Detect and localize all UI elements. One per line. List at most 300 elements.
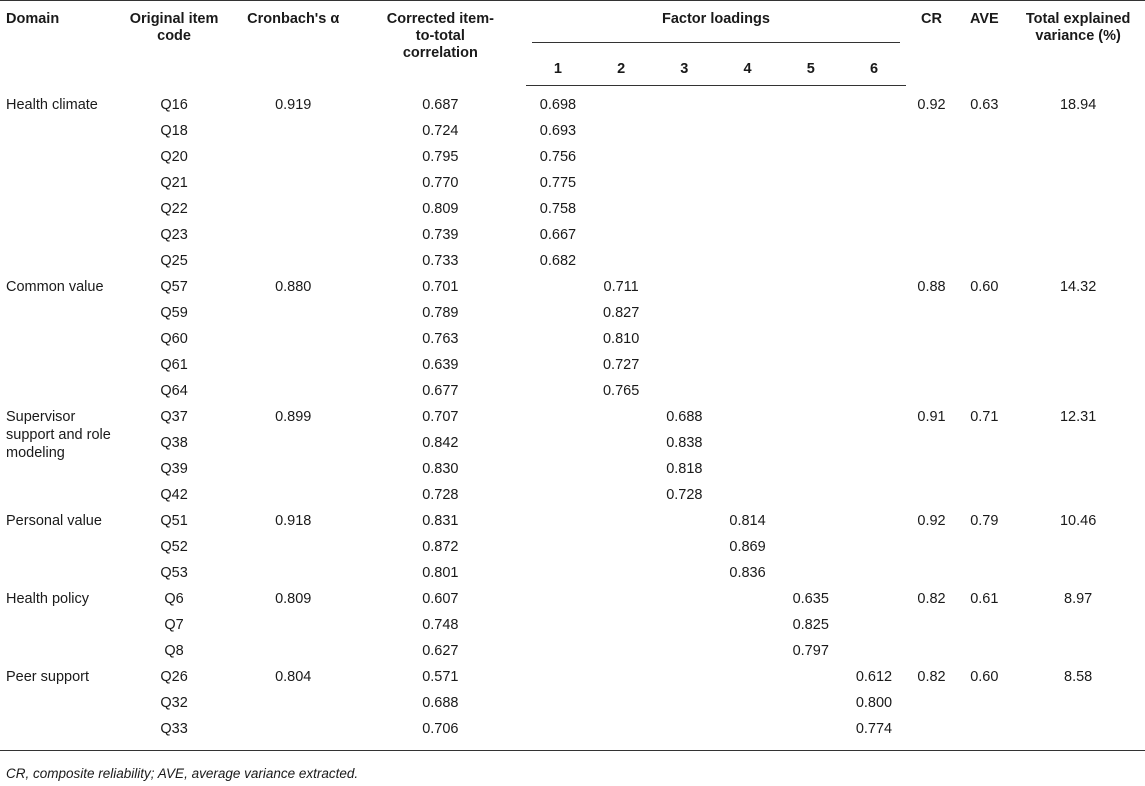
factor-3-loading-cell <box>653 590 716 616</box>
factor-1-loading-cell <box>526 512 589 538</box>
table-row <box>0 720 1145 751</box>
ave-cell <box>957 486 1011 512</box>
factor-6-loading-cell <box>842 408 905 434</box>
header-factor-4: 4 <box>716 49 779 86</box>
table-row <box>0 616 1145 642</box>
cr-cell <box>906 304 958 330</box>
item-code-cell: Q64 <box>160 383 188 399</box>
cronbach-alpha-cell <box>232 252 354 278</box>
factor-5-loading-cell <box>779 86 842 123</box>
cronbach-alpha-cell: 0.899 <box>275 409 312 425</box>
cronbach-alpha-cell <box>232 330 354 356</box>
factor-2-loading-cell <box>590 642 653 668</box>
factor-6-loading-cell: 0.800 <box>855 695 893 711</box>
cronbach-alpha-cell <box>232 356 354 382</box>
cr-cell: 0.88 <box>917 279 946 295</box>
corrected-correlation-cell: 0.728 <box>422 487 459 503</box>
factor-3-loading-cell <box>653 616 716 642</box>
factor-4-loading-cell: 0.869 <box>729 539 766 555</box>
factor-2-loading-cell <box>590 668 653 694</box>
item-code-cell: Q52 <box>160 539 188 555</box>
cr-cell <box>906 564 958 590</box>
factor-1-loading-cell <box>526 408 589 434</box>
factor-6-loading-cell <box>842 616 905 642</box>
ave-cell: 0.60 <box>970 669 999 685</box>
table-row <box>0 148 1145 174</box>
table-row <box>0 564 1145 590</box>
factor-1-loading-cell <box>526 330 589 356</box>
variance-cell: 8.97 <box>1064 591 1093 607</box>
cronbach-alpha-cell: 0.880 <box>275 279 312 295</box>
corrected-correlation-cell: 0.706 <box>354 720 526 751</box>
variance-cell <box>1011 226 1145 252</box>
factor-4-loading-cell <box>716 252 779 278</box>
cronbach-alpha-cell: 0.919 <box>275 96 312 113</box>
cronbach-alpha-cell <box>232 642 354 668</box>
factor-5-loading-cell <box>779 252 842 278</box>
cronbach-alpha-cell: 0.809 <box>275 591 312 607</box>
cronbach-alpha-cell <box>232 148 354 174</box>
cr-cell: 0.91 <box>917 409 946 425</box>
factor-4-loading-cell <box>716 278 779 304</box>
cr-cell: 0.82 <box>917 669 946 685</box>
factor-4-loading-cell <box>716 200 779 226</box>
factor-6-loading-cell <box>842 486 905 512</box>
item-code-cell: Q51 <box>160 513 188 529</box>
factor-2-loading-cell <box>590 616 653 642</box>
table-row <box>0 668 1145 694</box>
variance-cell <box>1011 200 1145 226</box>
ave-cell <box>957 174 1011 200</box>
factor-2-loading-cell: 0.765 <box>602 383 640 399</box>
domain-cell: Common value <box>6 279 104 295</box>
factor-4-loading-cell <box>716 590 779 616</box>
factor-3-loading-cell <box>653 642 716 668</box>
factor-5-loading-cell <box>779 486 842 512</box>
ave-cell <box>957 434 1011 460</box>
variance-cell <box>1011 356 1145 382</box>
factor-3-loading-cell <box>653 356 716 382</box>
factor-4-loading-cell <box>716 356 779 382</box>
factor-5-loading-cell <box>779 226 842 252</box>
factor-3-loading-cell <box>653 226 716 252</box>
header-cr: CR <box>906 1 958 86</box>
item-code-cell: Q33 <box>116 720 232 751</box>
cr-cell: 0.92 <box>917 513 946 529</box>
cronbach-alpha-cell <box>232 304 354 330</box>
factor-5-loading-cell <box>779 564 842 590</box>
table-row <box>0 434 1145 460</box>
factor-5-loading-cell <box>779 174 842 200</box>
factor-6-loading-cell <box>842 512 905 538</box>
domain-cell: Supervisor support and role modeling <box>6 409 111 461</box>
item-code-cell: Q32 <box>160 695 188 711</box>
variance-cell: 8.58 <box>1064 669 1093 685</box>
cronbach-alpha-cell: 0.804 <box>275 669 312 685</box>
ave-cell <box>957 330 1011 356</box>
corrected-correlation-cell: 0.830 <box>422 461 459 477</box>
variance-cell <box>1011 694 1145 720</box>
factor-5-loading-cell <box>779 122 842 148</box>
factor-3-loading-cell: 0.728 <box>666 487 703 503</box>
cronbach-alpha-cell: 0.918 <box>275 513 312 529</box>
cr-cell <box>906 148 958 174</box>
table-row <box>0 460 1145 486</box>
variance-cell: 10.46 <box>1059 513 1097 529</box>
table-row <box>0 174 1145 200</box>
factor-3-loading-cell <box>653 564 716 590</box>
factor-2-loading-cell <box>590 512 653 538</box>
cr-cell <box>906 720 958 751</box>
factor-1-loading-cell <box>526 668 589 694</box>
table-row <box>0 122 1145 148</box>
factor-3-loading-cell <box>653 148 716 174</box>
table-row <box>0 486 1145 512</box>
factor-3-loading-cell <box>653 694 716 720</box>
item-code-cell: Q18 <box>160 123 188 139</box>
cr-cell <box>906 122 958 148</box>
corrected-correlation-cell: 0.701 <box>422 279 459 295</box>
factor-4-loading-cell: 0.814 <box>729 513 766 529</box>
factor-4-loading-cell <box>716 486 779 512</box>
factor-3-loading-cell <box>653 330 716 356</box>
factor-1-loading-cell <box>526 434 589 460</box>
header-factor-3: 3 <box>653 49 716 86</box>
factor-2-loading-cell <box>590 200 653 226</box>
cronbach-alpha-cell <box>232 200 354 226</box>
factor-4-loading-cell <box>716 86 779 123</box>
factor-1-loading-cell <box>526 460 589 486</box>
cronbach-alpha-cell <box>232 434 354 460</box>
header-factor-1: 1 <box>526 49 589 86</box>
ave-cell <box>957 252 1011 278</box>
factor-6-loading-cell <box>842 122 905 148</box>
item-code-cell: Q16 <box>160 96 188 113</box>
cronbach-alpha-cell <box>232 694 354 720</box>
factor-3-loading-cell <box>653 512 716 538</box>
cr-cell <box>906 382 958 408</box>
corrected-correlation-cell: 0.763 <box>422 331 459 347</box>
variance-cell: 18.94 <box>1059 96 1097 113</box>
factor-6-loading-cell <box>842 330 905 356</box>
factor-6-loading-cell <box>842 304 905 330</box>
factor-6-loading-cell <box>842 356 905 382</box>
factor-2-loading-cell <box>590 86 653 123</box>
factor-2-loading-cell: 0.827 <box>602 305 640 321</box>
factor-4-loading-cell <box>716 720 779 751</box>
factor-3-loading-cell <box>653 122 716 148</box>
cr-cell <box>906 642 958 668</box>
ave-cell: 0.63 <box>970 96 999 113</box>
table-row <box>0 382 1145 408</box>
corrected-correlation-cell: 0.831 <box>422 513 459 529</box>
ave-cell <box>957 226 1011 252</box>
header-row <box>0 1 1145 50</box>
cronbach-alpha-cell <box>232 382 354 408</box>
factor-6-loading-cell <box>842 642 905 668</box>
item-code-cell: Q23 <box>160 227 188 243</box>
corrected-correlation-cell: 0.770 <box>422 175 459 191</box>
factor-1-loading-cell: 0.698 <box>539 97 577 113</box>
factor-5-loading-cell <box>779 330 842 356</box>
factor-5-loading-cell <box>779 668 842 694</box>
factor-5-loading-cell <box>779 694 842 720</box>
factor-2-loading-cell <box>590 486 653 512</box>
factor-2-loading-cell <box>590 460 653 486</box>
corrected-correlation-cell: 0.872 <box>422 539 459 555</box>
variance-cell <box>1011 304 1145 330</box>
item-code-cell: Q22 <box>160 201 188 217</box>
factor-6-loading-cell <box>842 564 905 590</box>
cronbach-alpha-cell <box>232 486 354 512</box>
ave-cell <box>957 642 1011 668</box>
item-code-cell: Q57 <box>160 279 188 295</box>
factor-5-loading-cell <box>779 278 842 304</box>
corrected-correlation-cell: 0.627 <box>422 643 459 659</box>
item-code-cell: Q7 <box>164 617 184 633</box>
header-factor-6: 6 <box>842 49 905 86</box>
item-code-cell: Q53 <box>160 565 188 581</box>
ave-cell <box>957 148 1011 174</box>
ave-cell: 0.61 <box>970 591 999 607</box>
cr-cell <box>906 200 958 226</box>
item-code-cell: Q37 <box>160 409 188 425</box>
factor-1-loading-cell: 0.667 <box>539 227 577 243</box>
header-corrected-correlation: Corrected item-to-total correlation <box>354 1 526 86</box>
variance-cell <box>1011 434 1145 460</box>
factor-1-loading-cell <box>526 564 589 590</box>
factor-5-loading-cell <box>779 512 842 538</box>
factor-1-loading-cell <box>526 278 589 304</box>
factor-1-loading-cell: 0.682 <box>539 253 577 269</box>
factor-2-loading-cell <box>590 564 653 590</box>
factor-6-loading-cell: 0.612 <box>855 669 893 685</box>
variance-cell <box>1011 460 1145 486</box>
cr-cell <box>906 330 958 356</box>
table-row <box>0 538 1145 564</box>
cronbach-alpha-cell <box>232 538 354 564</box>
cronbach-alpha-cell <box>232 720 354 751</box>
ave-cell <box>957 200 1011 226</box>
factor-3-loading-cell <box>653 382 716 408</box>
table-row <box>0 278 1145 304</box>
ave-cell <box>957 538 1011 564</box>
corrected-correlation-cell: 0.739 <box>422 227 459 243</box>
corrected-correlation-cell: 0.707 <box>422 409 459 425</box>
factor-4-loading-cell <box>716 122 779 148</box>
ave-cell <box>957 304 1011 330</box>
factor-1-loading-cell: 0.756 <box>539 149 577 165</box>
factor-4-loading-cell <box>716 668 779 694</box>
factor-4-loading-cell <box>716 382 779 408</box>
corrected-correlation-cell: 0.809 <box>422 201 459 217</box>
factor-5-loading-cell <box>779 460 842 486</box>
corrected-correlation-cell: 0.607 <box>422 591 459 607</box>
variance-cell <box>1011 642 1145 668</box>
factor-3-loading-cell <box>653 174 716 200</box>
cr-cell <box>906 226 958 252</box>
cronbach-alpha-cell <box>232 616 354 642</box>
item-code-cell: Q6 <box>164 591 184 607</box>
factor-2-loading-cell <box>590 408 653 434</box>
table-row <box>0 86 1145 123</box>
factor-3-loading-cell <box>653 720 716 751</box>
factor-4-loading-cell <box>716 434 779 460</box>
factor-4-loading-cell <box>716 174 779 200</box>
factor-4-loading-cell: 0.836 <box>729 565 766 581</box>
variance-cell <box>1011 330 1145 356</box>
factor-2-loading-cell <box>590 538 653 564</box>
factor-2-loading-cell <box>590 694 653 720</box>
table-row <box>0 642 1145 668</box>
header-variance: Total explained variance (%) <box>1011 1 1145 86</box>
cr-cell <box>906 538 958 564</box>
factor-2-loading-cell <box>590 434 653 460</box>
corrected-correlation-cell: 0.724 <box>422 123 459 139</box>
factor-3-loading-cell: 0.838 <box>666 435 703 451</box>
factor-2-loading-cell <box>590 590 653 616</box>
corrected-correlation-cell: 0.801 <box>422 565 459 581</box>
factor-4-loading-cell <box>716 694 779 720</box>
cronbach-alpha-cell <box>232 226 354 252</box>
factor-3-loading-cell <box>653 200 716 226</box>
factor-3-loading-cell <box>653 86 716 123</box>
factor-3-loading-cell: 0.688 <box>666 409 703 425</box>
factor-6-loading-cell <box>842 382 905 408</box>
factor-5-loading-cell <box>779 720 842 751</box>
cr-cell <box>906 252 958 278</box>
factor-6-loading-cell <box>842 538 905 564</box>
factor-loadings-label: Factor loadings <box>661 11 770 27</box>
factor-5-loading-cell <box>779 304 842 330</box>
factor-5-loading-cell <box>779 434 842 460</box>
corrected-correlation-cell: 0.677 <box>422 383 459 399</box>
factor-1-loading-cell <box>526 616 589 642</box>
item-code-cell: Q25 <box>160 253 188 269</box>
factor-1-loading-cell: 0.693 <box>539 123 577 139</box>
header-factor-5: 5 <box>779 49 842 86</box>
factor-5-loading-cell <box>779 148 842 174</box>
factor-6-loading-cell <box>842 278 905 304</box>
factor-3-loading-cell <box>653 538 716 564</box>
factor-4-loading-cell <box>716 226 779 252</box>
cr-cell <box>906 356 958 382</box>
corrected-correlation-cell: 0.789 <box>422 305 459 321</box>
table-row <box>0 694 1145 720</box>
variance-cell: 14.32 <box>1059 279 1097 295</box>
item-code-cell: Q38 <box>160 435 188 451</box>
factor-6-loading-cell <box>842 590 905 616</box>
factor-3-loading-cell <box>653 278 716 304</box>
factor-5-loading-cell: 0.797 <box>792 643 829 659</box>
factor-2-loading-cell <box>590 174 653 200</box>
factor-6-loading-cell <box>842 174 905 200</box>
ave-cell <box>957 694 1011 720</box>
ave-cell <box>957 616 1011 642</box>
item-code-cell: Q61 <box>160 357 188 373</box>
ave-cell: 0.71 <box>970 409 999 425</box>
factor-6-loading-cell <box>842 226 905 252</box>
domain-cell: Peer support <box>0 668 116 751</box>
factor-4-loading-cell <box>716 460 779 486</box>
ave-cell <box>957 122 1011 148</box>
ave-cell <box>957 382 1011 408</box>
item-code-cell: Q59 <box>160 305 188 321</box>
factor-2-loading-cell <box>590 226 653 252</box>
factor-2-loading-cell: 0.810 <box>602 331 640 347</box>
cronbach-alpha-cell <box>232 564 354 590</box>
header-factor-2: 2 <box>590 49 653 86</box>
domain-cell: Personal value <box>6 513 102 529</box>
variance-cell <box>1011 148 1145 174</box>
factor-5-loading-cell <box>779 356 842 382</box>
factor-4-loading-cell <box>716 408 779 434</box>
ave-cell <box>957 356 1011 382</box>
cr-cell <box>906 694 958 720</box>
factor-2-loading-cell: 0.727 <box>602 357 640 373</box>
table-footnote: CR, composite reliability; AVE, average variance extracted. <box>6 766 359 781</box>
factor-4-loading-cell <box>716 642 779 668</box>
variance-cell <box>1011 486 1145 512</box>
factor-5-loading-cell <box>779 200 842 226</box>
factor-1-loading-cell <box>526 356 589 382</box>
corrected-correlation-cell: 0.748 <box>422 617 459 633</box>
table-row <box>0 200 1145 226</box>
factor-4-loading-cell <box>716 616 779 642</box>
cr-cell <box>906 460 958 486</box>
ave-cell <box>957 460 1011 486</box>
table-row <box>0 304 1145 330</box>
item-code-cell: Q60 <box>160 331 188 347</box>
factor-2-loading-cell <box>590 252 653 278</box>
factor-5-loading-cell: 0.825 <box>792 617 829 633</box>
factor-2-loading-cell <box>590 720 653 751</box>
corrected-correlation-cell: 0.571 <box>422 669 459 685</box>
variance-cell <box>1011 174 1145 200</box>
table-body <box>0 86 1145 751</box>
item-code-cell: Q8 <box>164 643 184 659</box>
factor-5-loading-cell <box>779 408 842 434</box>
factor-6-loading-cell <box>842 148 905 174</box>
factor-5-loading-cell <box>779 538 842 564</box>
cr-cell <box>906 174 958 200</box>
factor-2-loading-cell: 0.711 <box>603 279 639 295</box>
item-code-cell: Q42 <box>160 487 188 503</box>
header-item-code: Original item code <box>116 1 232 86</box>
cronbach-alpha-cell <box>232 460 354 486</box>
cr-cell <box>906 434 958 460</box>
corrected-correlation-cell: 0.688 <box>422 695 459 711</box>
factor-3-loading-cell <box>653 304 716 330</box>
factor-6-loading-cell <box>842 86 905 123</box>
corrected-correlation-cell: 0.687 <box>422 96 459 113</box>
item-code-cell: Q20 <box>160 149 188 165</box>
factor-6-loading-cell <box>842 460 905 486</box>
factor-1-loading-cell: 0.775 <box>539 175 577 191</box>
factor-5-loading-cell: 0.635 <box>792 591 829 607</box>
factor-6-loading-cell: 0.774 <box>842 720 905 751</box>
cr-cell: 0.82 <box>917 591 946 607</box>
variance-cell <box>1011 720 1145 751</box>
factor-2-loading-cell <box>590 122 653 148</box>
factor-4-loading-cell <box>716 148 779 174</box>
variance-cell <box>1011 252 1145 278</box>
table-row <box>0 590 1145 616</box>
cronbach-alpha-cell <box>232 174 354 200</box>
item-code-cell: Q39 <box>160 461 188 477</box>
variance-cell <box>1011 564 1145 590</box>
header-cronbach-alpha: Cronbach's α <box>232 1 354 86</box>
